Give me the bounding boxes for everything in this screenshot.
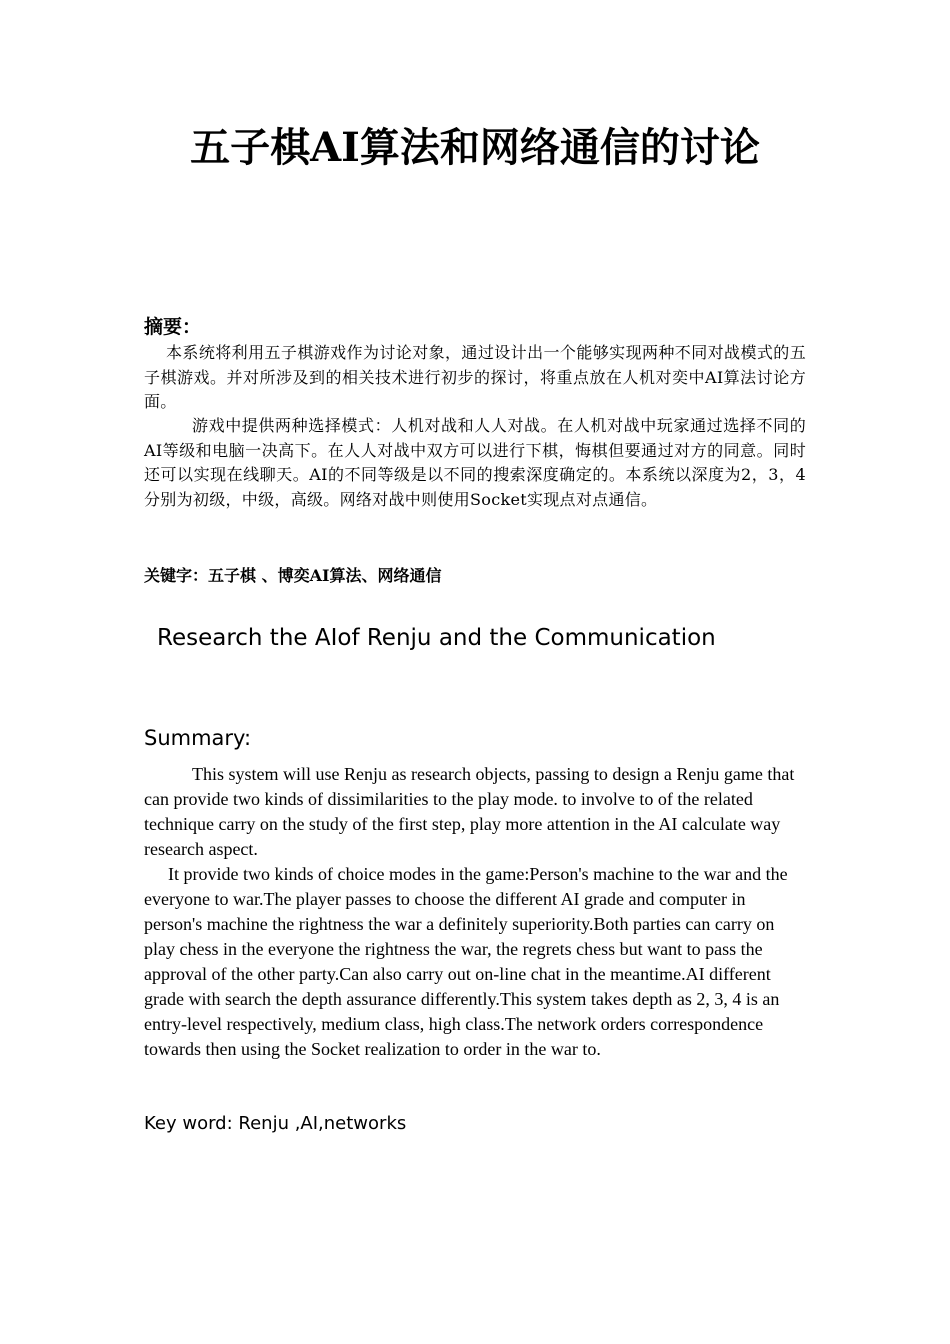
- english-summary-label: Summary:: [144, 726, 252, 750]
- chinese-abstract-paragraph-2: 游戏中提供两种选择模式：人机对战和人人对战。在人机对战中玩家通过选择不同的AI等级和电脑一决高下。在人人对战中双方可以进行下棋，悔棋但要通过对方的同意。同时还可以实现在线聊天。AI的不同等级是以不同的搜索深度确定的。本系统以深度为2，3，4分别为初级，中级，高级。网络对战中则使用Socket实现点对点通信。: [144, 416, 806, 509]
- chinese-title: 五子棋AI算法和网络通信的讨论: [190, 124, 760, 171]
- english-title: Research the AIof Renju and the Communication: [157, 625, 716, 651]
- chinese-abstract-label: 摘要：: [144, 316, 202, 338]
- english-summary-paragraph-2: It provide two kinds of choice modes in the game:Person's machine to the war and the everyone to war.The player passes to choose the different AI grade and computer in person's machine the rightness the war a definitely superiority.Both parties can carry on play chess in the everyone the rightness the war, the regrets chess but want to pass the approval of the other party.Can also carry out on-line chat in the meantime.AI different grade with search the depth assurance differently.This system takes depth as 2, 3, 4 is an entry-level respectively, medium class, high class.The network orders correspondence towards then using the Socket realization to order in the war to.: [144, 864, 788, 1059]
- chinese-abstract-paragraph-1: 本系统将利用五子棋游戏作为讨论对象，通过设计出一个能够实现两种不同对战模式的五子棋游戏。并对所涉及到的相关技术进行初步的探讨，将重点放在人机对奕中AI算法讨论方面。: [144, 343, 806, 411]
- chinese-keywords: 关键字：五子棋 、博奕AI算法、网络通信: [144, 566, 442, 585]
- english-keywords: Key word: Renju ,AI,networks: [144, 1113, 407, 1134]
- english-summary-paragraph-1: This system will use Renju as research objects, passing to design a Renju game that can provide two kinds of dissimilarities to the play mode. to involve to of the related technique carry on the study of the first step, play more attention in the AI calculate way research aspect.: [144, 764, 795, 859]
